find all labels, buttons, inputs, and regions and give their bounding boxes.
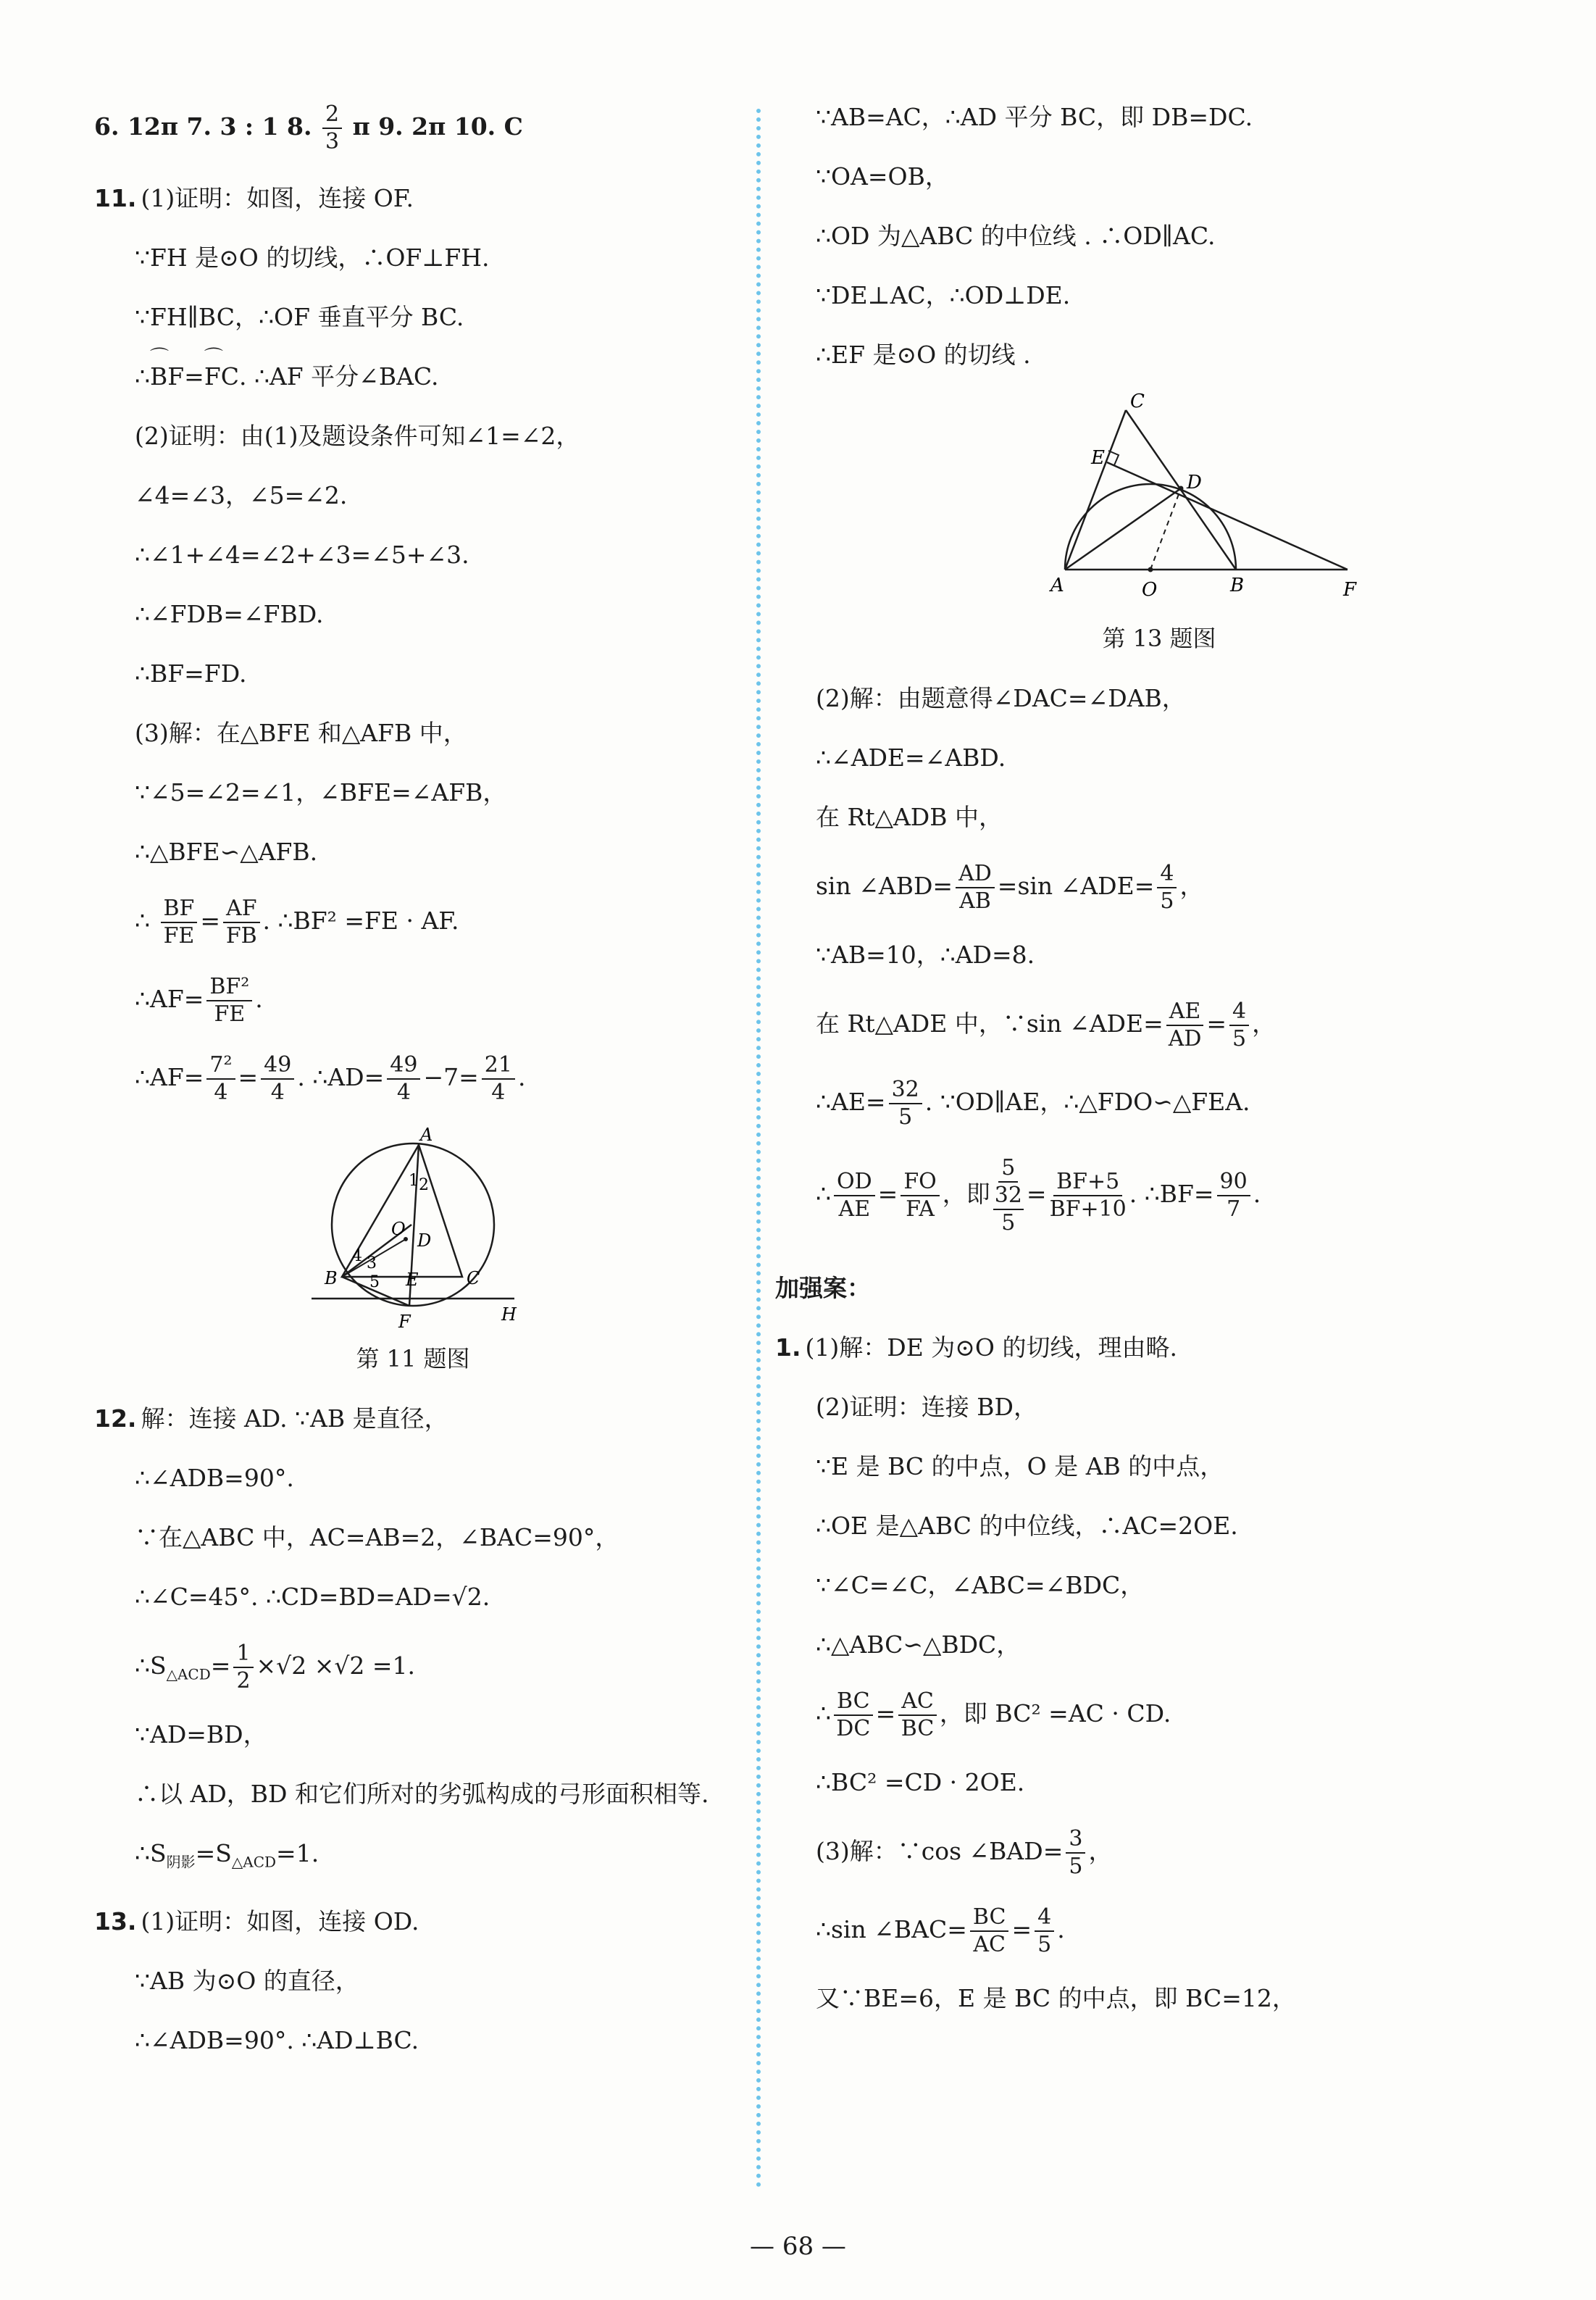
e1-line-3: ∵E 是 BC 的中点，O 是 AB 的中点， [816, 1452, 1224, 1480]
r-line-2: ∵OA=OB， [816, 162, 949, 191]
fig13-label-A: A [1050, 575, 1064, 596]
r-line-4: ∵DE⊥AC，∴OD⊥DE. [816, 281, 1071, 309]
q11-line-8: ∴∠FDB=∠FBD. [135, 600, 324, 628]
q11-line-3: ∵FH∥BC，∴OF 垂直平分 BC. [135, 303, 464, 331]
q11-line-2: ∵FH 是⊙O 的切线，∴OF⊥FH. [135, 243, 490, 272]
q13-line-2: ∵AB 为⊙O 的直径， [135, 1966, 359, 1995]
fraction: $\frac{2}{3}$ [322, 101, 342, 155]
e1-line-10: ∴sin ∠BAC= $\frac{BC}{AC}$ = $\frac{4}{5}$ . [816, 1904, 1065, 1957]
e1-line-5: ∵∠C=∠C，∠ABC=∠BDC， [816, 1571, 1145, 1599]
fig13-label-D: D [1187, 472, 1202, 493]
fig11-label-F: F [398, 1312, 411, 1332]
fig11-caption: 第 11 题图 [356, 1345, 470, 1372]
r-line-3: ∴OD 为△ABC 的中位线 . ∴OD∥AC. [816, 222, 1216, 250]
r-line-5: ∴EF 是⊙O 的切线 . [816, 341, 1031, 369]
figure-11 [290, 1123, 536, 1341]
e1-line-6: ∴△ABC∽△BDC， [816, 1630, 1021, 1659]
q12-line-8: $\therefore S_{阴影}=S_{\triangle ACD}=1$. [135, 1839, 319, 1871]
q12-line-3: ∵在△ABC 中，AC=AB=2，∠BAC=90°， [135, 1523, 619, 1551]
e1-line-9: (3)解：∵cos ∠BAD= $\frac{3}{5}$ ， [816, 1826, 1113, 1879]
e1-line-8: ∴BC² =CD · 2OE. [816, 1768, 1025, 1796]
r-line-6: (2)解：由题意得∠DAC=∠DAB， [816, 684, 1186, 712]
q12-line-4: ∴∠C=45°. ∴CD=BD=AD=√2. [135, 1583, 490, 1611]
q11-line-5: (2)证明：由(1)及题设条件可知∠1=∠2， [135, 422, 580, 450]
fig11-label-B: B [325, 1268, 338, 1288]
fig11-label-C: C [467, 1268, 480, 1288]
r-line-11: 在 Rt△ADE 中，∵sin ∠ADE= $\frac{AE}{AD}$ = $\frac{4}{5}$ ， [816, 999, 1277, 1051]
fig13-label-F: F [1343, 579, 1357, 601]
fig11-label-E: E [406, 1270, 419, 1290]
fig13-label-E: E [1091, 447, 1105, 469]
q11-line-1: 11. (1)证明：如图，连接 OF. [94, 184, 414, 212]
e1-line-4: ∴OE 是△ABC 的中位线，∴AC=2OE. [816, 1512, 1238, 1540]
r-line-8: 在 Rt△ADB 中， [816, 803, 1003, 831]
q11-line-11: ∵∠5=∠2=∠1，∠BFE=∠AFB， [135, 778, 507, 807]
fig11-angle-5: 5 [369, 1273, 380, 1291]
fig11-label-O: O [391, 1219, 406, 1239]
figure-13 [956, 388, 1362, 620]
r-line-9: sin ∠ABD= $\frac{AD}{AB}$ =sin ∠ADE= $\frac{4}{5}$ ， [816, 861, 1204, 914]
page-number: — 68 — [750, 2232, 846, 2261]
extra-heading: 加强案： [775, 1274, 871, 1302]
fig11-label-D: D [417, 1230, 432, 1251]
e1-line-2: (2)证明：连接 BD， [816, 1393, 1037, 1421]
q11-line-4: ∴⌒ BF=⌒ FC. ∴AF 平分∠BAC. [94, 361, 732, 393]
q12-line-7: ∴以 AD，BD 和它们所对的劣弧构成的弓形面积相等. [135, 1780, 709, 1808]
e1-line-7: ∴ $\frac{BC}{DC}$ = $\frac{AC}{BC}$ ，即 BC² =AC · CD. [816, 1688, 1171, 1741]
q11-line-13: ∴ $\frac{BF}{FE}$ = $\frac{AF}{FB}$ . ∴BF² =FE · AF. [135, 896, 459, 949]
fig11-label-A: A [420, 1125, 433, 1145]
fig13-label-B: B [1230, 575, 1245, 596]
fig13-label-C: C [1130, 391, 1145, 412]
fig11-angle-4: 4 [352, 1247, 362, 1265]
r-line-12: ∴AE= $\frac{32}{5}$ . ∵OD∥AE，∴△FDO∽△FEA. [816, 1077, 1250, 1130]
r-line-10: ∵AB=10，∴AD=8. [816, 941, 1035, 969]
q11-line-12: ∴△BFE∽△AFB. [135, 838, 318, 866]
q12-line-5: $\therefore S_{\triangle ACD}=$ $\frac{1}{2}$ ×√2 ×√2 =1. [135, 1641, 415, 1693]
fig11-label-H: H [501, 1304, 517, 1325]
right-column [775, 101, 1543, 2042]
fig11-angle-1: 1 [409, 1172, 419, 1190]
left-column [94, 101, 732, 2084]
answers-6-10: 6. 12π 7. 3 : 1 8. $\frac{2}{3}$ π 9. 2π 10. C [94, 101, 523, 154]
fig11-angle-2: 2 [419, 1176, 429, 1194]
r-line-13: ∴ $\frac{OD}{AE}$ = $\frac{FO}{FA}$ ，即 5 32 5 = $\frac{BF+5}{BF+10}$ . ∴BF= $\frac{90}{7}$ . [816, 1155, 1261, 1236]
q11-line-15: ∴AF= $\frac{\text{7²}}{4}$ = $\frac{49}{4}$ . ∴AD= $\frac{49}{4}$ −7= $\frac{21}{4}$ . [135, 1052, 526, 1105]
q11-line-14: ∴AF= $\frac{\text{BF²}}{FE}$ . [135, 974, 263, 1027]
q11-line-6: ∠4=∠3，∠5=∠2. [135, 481, 348, 509]
fig13-caption: 第 13 题图 [1102, 625, 1216, 652]
q13-line-3: ∴∠ADB=90°. ∴AD⊥BC. [135, 2025, 419, 2054]
e1-line-11: 又∵BE=6，E 是 BC 的中点，即 BC=12， [816, 1984, 1296, 2012]
q11-line-10: (3)解：在△BFE 和△AFB 中， [135, 719, 467, 747]
fig11-angle-3: 3 [367, 1254, 377, 1272]
q13-line-1: 13. (1)证明：如图，连接 OD. [94, 1907, 419, 1936]
r-line-7: ∴∠ADE=∠ABD. [816, 743, 1006, 772]
fig13-label-O: O [1142, 579, 1158, 601]
q11-line-7: ∴∠1+∠4=∠2+∠3=∠5+∠3. [135, 541, 469, 569]
column-divider [756, 109, 761, 2188]
q12-line-1: 12. 解：连接 AD. ∵AB 是直径， [94, 1404, 448, 1433]
q12-line-2: ∴∠ADB=90°. [135, 1464, 294, 1492]
q12-line-6: ∵AD=BD， [135, 1720, 267, 1749]
e1-line-1: 1. (1)解：DE 为⊙O 的切线，理由略. [775, 1333, 1177, 1362]
q11-line-9: ∴BF=FD. [135, 659, 247, 688]
r-line-1: ∵AB=AC，∴AD 平分 BC，即 DB=DC. [816, 103, 1253, 131]
